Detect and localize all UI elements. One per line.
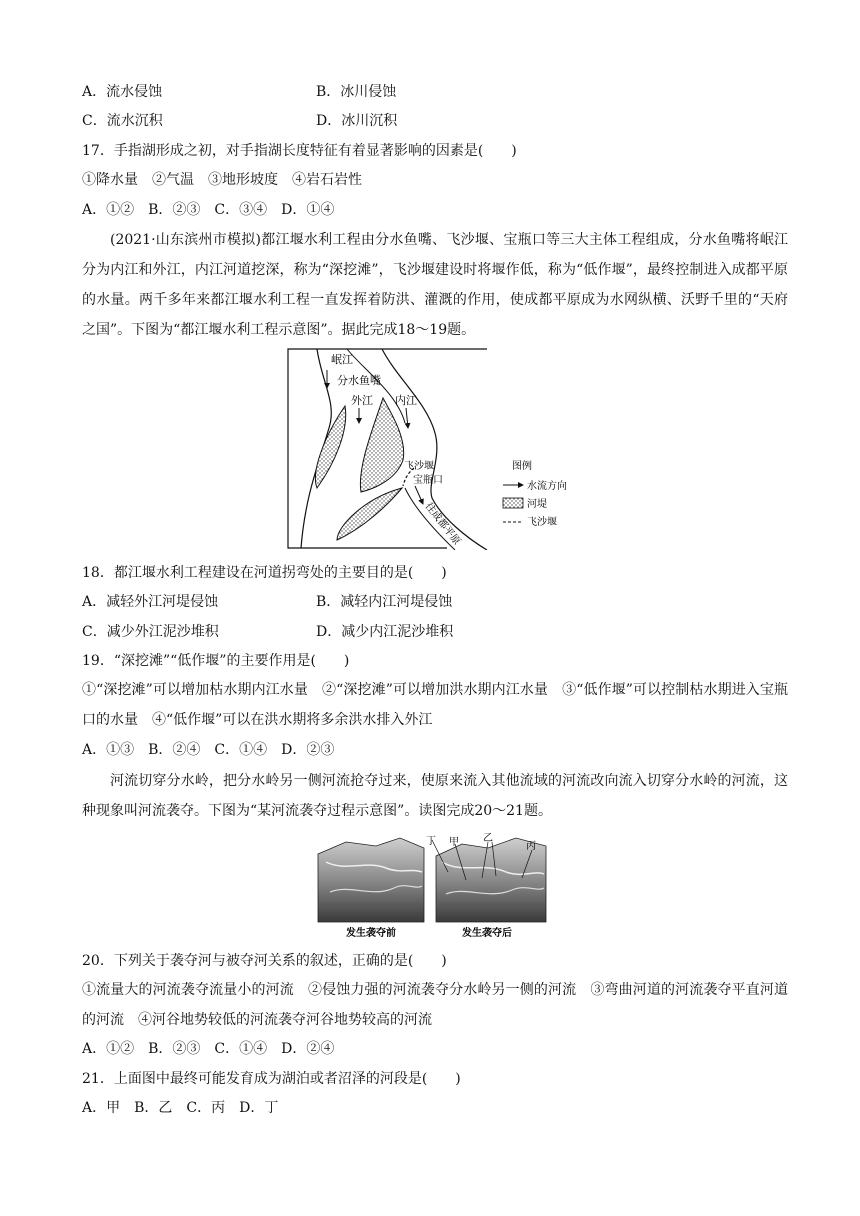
capture-before-block (318, 838, 424, 922)
q16-option-d: D．冰川沉积 (316, 113, 398, 129)
label-minjiang: 岷江 (331, 353, 353, 366)
flow-arrow-outlet (415, 486, 423, 504)
q21-stem: 21．上面图中最终可能发育成为湖泊或者沼泽的河段是( ) (82, 1071, 461, 1087)
q18-option-a: A．减轻外江河堤侵蚀 (82, 594, 219, 610)
q16-option-b: B．冰川侵蚀 (316, 84, 397, 100)
label-feishayan: 飞沙堰 (404, 461, 434, 472)
q19-items: ①“深挖滩”可以增加枯水期内江水量 ②“深挖滩”可以增加洪水期内江水量 ③“低作堰”可以控制枯水期进入宝瓶口的水量 ④“低作堰”可以在洪水期将多余洪水排入外江 (82, 682, 788, 728)
lower-levee (337, 488, 402, 540)
q18-option-d: D．减少内江泥沙堆积 (316, 624, 454, 640)
q16-option-c: C．流水沉积 (82, 113, 163, 129)
label-yi: 乙 (483, 833, 493, 844)
q16-option-a: A．流水侵蚀 (82, 84, 163, 100)
label-bing: 丙 (526, 841, 536, 852)
label-jia: 甲 (449, 837, 459, 848)
q19-stem: 19．“深挖滩”“低作堰”的主要作用是( ) (82, 653, 350, 669)
q20-options: A．①② B．②③ C．①④ D．②④ (82, 1041, 335, 1057)
central-levee (360, 398, 403, 492)
river-capture-figure (316, 832, 548, 940)
caption-before: 发生袭夺前 (346, 928, 396, 939)
label-waijiang: 外江 (351, 394, 373, 407)
q17-items: ①降水量 ②气温 ③地形坡度 ④岩石岩性 (82, 172, 362, 188)
legend-sandbar: 河堤 (527, 499, 547, 510)
legend-sandbar-symbol (503, 498, 523, 508)
label-ding: 丁 (426, 836, 436, 847)
label-baopingkou: 宝瓶口 (413, 475, 443, 486)
dujiangyan-map (287, 348, 597, 550)
q17-stem: 17．手指湖形成之初，对手指湖长度特征有着显著影响的因素是( ) (82, 143, 517, 159)
legend-flow: 水流方向 (527, 481, 567, 492)
q20-stem: 20．下列关于袭夺河与被夺河关系的叙述，正确的是( ) (82, 953, 447, 969)
label-chengdu: 往成都平原 (422, 501, 463, 548)
q19-options: A．①③ B．②④ C．①④ D．②③ (82, 742, 335, 758)
passage-dujiangyan: (2021·山东滨州市模拟)都江堰水利工程由分水鱼嘴、飞沙堰、宝瓶口等三大主体工程组成，分水鱼嘴将岷江分为内江和外江，内江河道挖深，称为“深挖滩”，飞沙堰建设时将堰作低，称为“低作堰”，最终控制进入成都平原的水量。两千多年来都江堰水利工程一直发挥着防洪、灌溉的作用，使成都平原成为水网纵横、沃野千里的“天府之国”。下图为“都江堰水利工程示意图”。据此完成18～19题。 (82, 232, 788, 338)
q18-option-b: B．减轻内江河堤侵蚀 (316, 594, 453, 610)
label-neijiang: 内江 (395, 394, 417, 407)
legend-title: 图例 (512, 461, 532, 472)
q20-items: ①流量大的河流袭夺流量小的河流 ②侵蚀力强的河流袭夺分水岭另一侧的河流 ③弯曲河道的河流袭夺平直河道的河流 ④河谷地势较低的河流袭夺河谷地势较高的河流 (82, 982, 788, 1028)
q18-stem: 18．都江堰水利工程建设在河道拐弯处的主要目的是( ) (82, 565, 447, 581)
label-yuzui: 分水鱼嘴 (337, 374, 381, 387)
caption-after: 发生袭夺后 (462, 928, 512, 939)
q21-options: A．甲 B．乙 C．丙 D．丁 (82, 1100, 279, 1116)
legend-weir: 飞沙堰 (527, 517, 557, 528)
flow-arrow-inner (406, 408, 408, 428)
q18-option-c: C．减少外江泥沙堆积 (82, 624, 219, 640)
q17-options: A．①② B．②③ C．③④ D．①④ (82, 202, 335, 218)
passage-river-capture: 河流切穿分水岭，把分水岭另一侧河流抢夺过来，使原来流入其他流域的河流改向流入切穿分水岭的河流，这种现象叫河流袭夺。下图为“某河流袭夺过程示意图”。读图完成20～21题。 (82, 773, 788, 819)
